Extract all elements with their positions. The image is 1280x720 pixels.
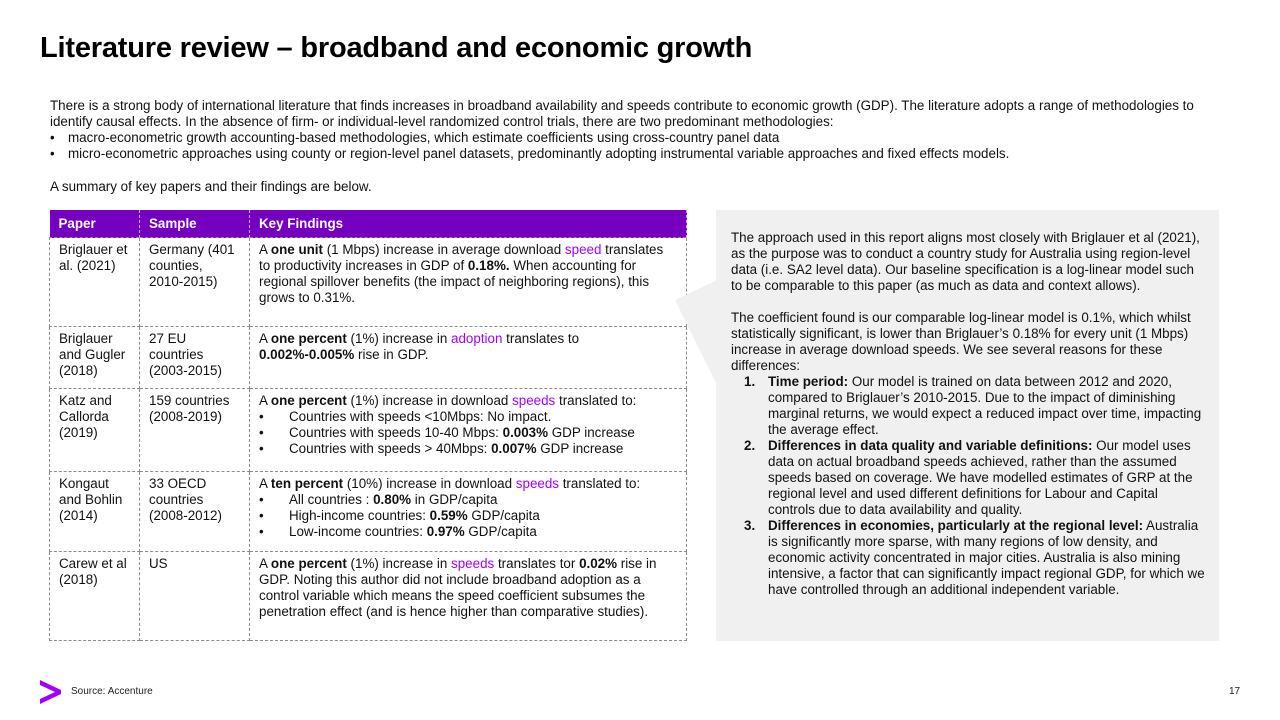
reasons-list: [731, 374, 1206, 598]
table-row: [50, 389, 687, 472]
paper-cell: Katz and Callorda (2019): [50, 389, 140, 472]
findings-cell: A one percent (1%) increase in speeds translates tor 0.02% rise in GDP. Noting this author did not include broadband adoption as a control variable which means the speed coefficient subsumes the penetration effect (and is hence higher than comparative studies).: [250, 552, 687, 641]
findings-cell: A one unit (1 Mbps) increase in average download speed translates to productivity increases in GDP of 0.18%. When accounting for regional spillover benefits (the impact of neighboring regions), this grows to 0.31%.: [250, 238, 687, 327]
callout-paragraph: The coefficient found is our comparable log-linear model is 0.1%, which whilst statistically significant, is lower than Briglauer’s 0.18% for every unit (1 Mbps) increase in average download speeds. We see several reasons for these differences:: [731, 310, 1191, 373]
column-header-sample: Sample: [140, 210, 250, 238]
accenture-logo-icon: [40, 680, 62, 709]
findings-list: [259, 492, 677, 540]
reason-item: 2. Differences in data quality and variable definitions: Our model uses data on actual broadband speeds achieved, rather than the assumed speeds based on coverage. We have modelled estimates of GRP at the regional level and used different definitions for Labour and Capital controls due to data availability and quality.: [744, 438, 1193, 517]
column-header-paper: Paper: [50, 210, 140, 238]
findings-item: • Low-income countries: 0.97% GDP/capita: [259, 524, 677, 540]
methodology-list: [50, 130, 1200, 162]
table-row: [50, 238, 687, 327]
table-row: [50, 552, 687, 641]
reason-item: 3. Differences in economies, particularly at the regional level: Australia is significantly more sparse, with many regions of low density, and economic activity concentrated in major cities. Australia is also mining intensive, a factor that can significantly impact regional GDP, for which we have controlled through an additional independent variable.: [744, 518, 1205, 597]
paper-cell: Briglauer and Gugler (2018): [50, 327, 140, 389]
page-title: Literature review – broadband and economic growth: [40, 32, 753, 64]
findings-cell: A one percent (1%) increase in adoption translates to 0.002%-0.005% rise in GDP.: [250, 327, 687, 389]
findings-cell: A one percent (1%) increase in download speeds translated to: • Countries with speeds <10Mbps: No impact. • Countries with speeds 10-40 Mbps: 0.003% GDP increase • Countries with speeds > 40Mbps: 0.007% GDP increase: [250, 389, 687, 472]
table-row: [50, 327, 687, 389]
findings-item: • High-income countries: 0.59% GDP/capita: [259, 508, 677, 524]
summary-line: A summary of key papers and their findings are below.: [50, 179, 372, 194]
intro-paragraph: There is a strong body of international literature that finds increases in broadband availability and speeds contribute to economic growth (GDP). The literature adopts a range of methodologies to identify causal effects. In the absence of firm- or individual-level randomized control trials, there are two predominant methodologies:: [50, 98, 1194, 129]
sample-cell: 33 OECD countries (2008-2012): [140, 472, 250, 552]
callout-pointer: [675, 280, 717, 385]
callout-paragraph: The approach used in this report aligns most closely with Briglauer et al (2021), as the purpose was to conduct a country study for Australia using region-level data (i.e. SA2 level data). Our baseline specification is a log-linear model such to be comparable to this paper (as much as data and context allows).: [731, 230, 1200, 293]
paper-cell: Kongaut and Bohlin (2014): [50, 472, 140, 552]
sample-cell: Germany (401 counties, 2010-2015): [140, 238, 250, 327]
findings-cell: A ten percent (10%) increase in download speeds translated to: • All countries : 0.80% in GDP/capita • High-income countries: 0.59% GDP/capita • Low-income countries: 0.97% GDP/capita: [250, 472, 687, 552]
findings-item: • All countries : 0.80% in GDP/capita: [259, 492, 677, 508]
sample-cell: US: [140, 552, 250, 641]
findings-item: • Countries with speeds <10Mbps: No impact.: [259, 409, 677, 425]
findings-list: [259, 409, 677, 457]
paper-cell: Briglauer et al. (2021): [50, 238, 140, 327]
methodology-item: • micro-econometric approaches using county or region-level panel datasets, predominantly adopting instrumental variable approaches and fixed effects models.: [50, 146, 1200, 162]
table-header-row: [50, 210, 687, 238]
methodology-item: • macro-econometric growth accounting-based methodologies, which estimate coefficients using cross-country panel data: [50, 130, 1200, 146]
paper-cell: Carew et al (2018): [50, 552, 140, 641]
findings-item: • Countries with speeds > 40Mbps: 0.007% GDP increase: [259, 441, 677, 457]
sample-cell: 159 countries (2008-2019): [140, 389, 250, 472]
methodology-callout-panel: [716, 210, 1219, 641]
findings-item: • Countries with speeds 10-40 Mbps: 0.003% GDP increase: [259, 425, 677, 441]
column-header-key-findings: Key Findings: [250, 210, 687, 238]
intro-section: [50, 98, 1200, 162]
reason-item: 1. Time period: Our model is trained on data between 2012 and 2020, compared to Briglauer’s 2010-2015. Due to the impact of diminishing marginal returns, we would expect a reduced impact over time, impacting the average effect.: [744, 374, 1202, 437]
source-note: Source: Accenture: [71, 686, 153, 697]
sample-cell: 27 EU countries (2003-2015): [140, 327, 250, 389]
table-row: [50, 472, 687, 552]
page-number: 17: [1229, 686, 1241, 697]
callout-text: [731, 230, 1206, 598]
literature-table: [49, 210, 687, 641]
